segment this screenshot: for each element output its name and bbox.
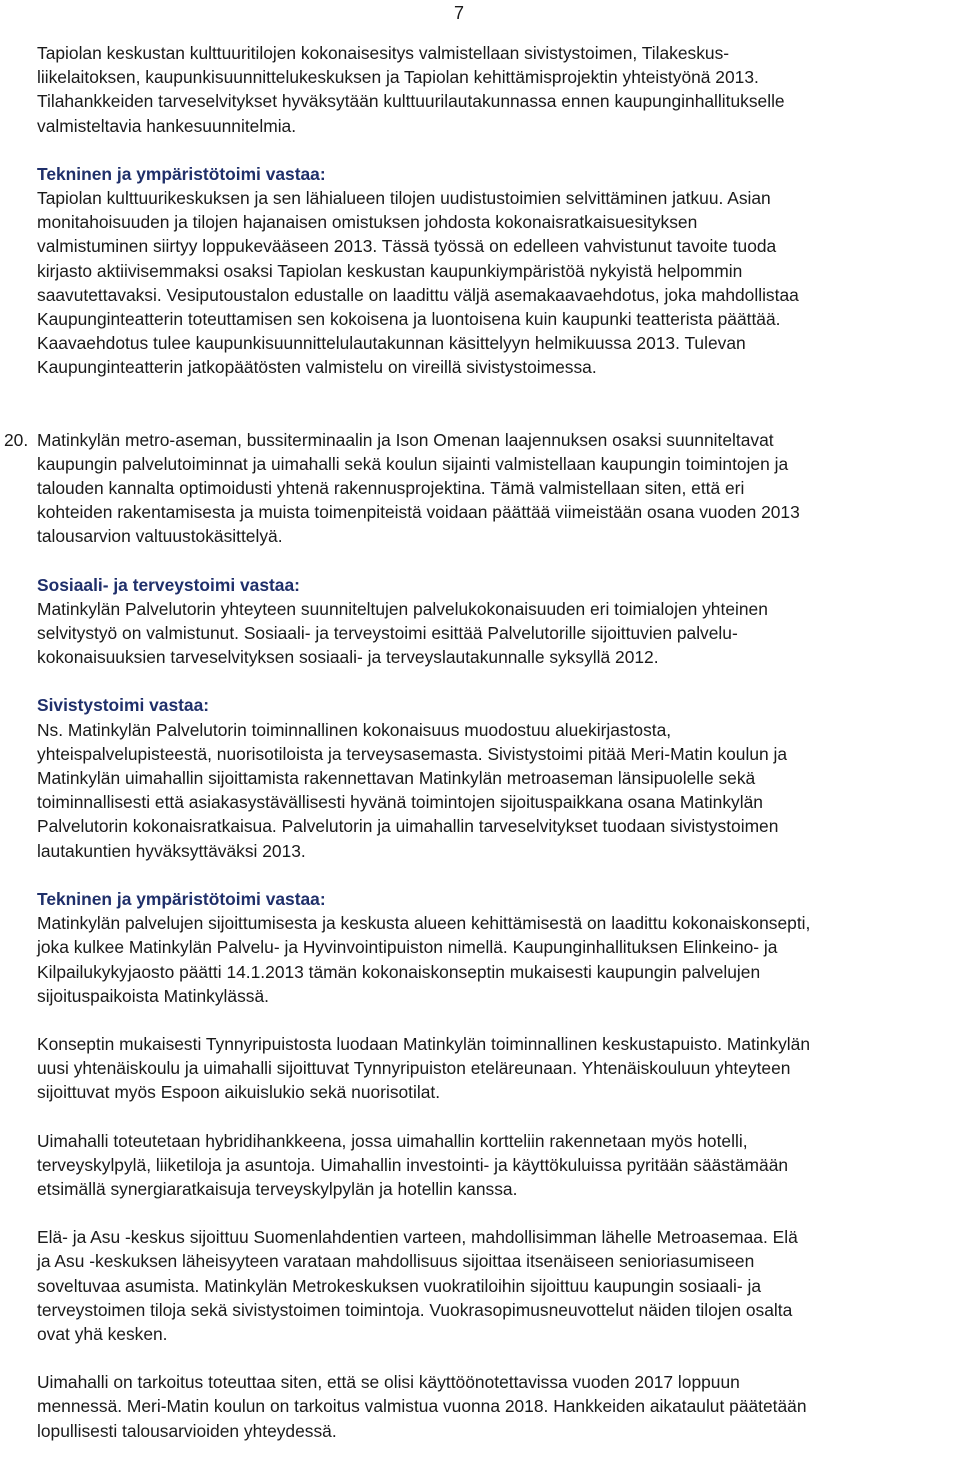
text-line: terveyskylpylä, liiketiloja ja asuntoja. Uimahallin investointi- ja käyttökuluissa pyritään säästämään xyxy=(37,1154,789,1175)
text-line: sijoituspaikoista Matinkylässä. xyxy=(37,985,269,1006)
text-line: soveltuvaa asumista. Matinkylän Metrokeskuksen vuokratiloihin sijoittuu kaupungin sosiaali- ja xyxy=(37,1275,762,1296)
paragraph-spacer xyxy=(37,669,957,693)
text-line: kaupungin palvelutoiminnat ja uimahalli sekä koulun sijainti valmistellaan kaupungin toimintojen ja xyxy=(37,453,789,474)
text-line: valmistuminen siirtyy loppukevääseen 2013. Tässä työssä on edelleen vahvistunut tavoite tuoda xyxy=(37,236,777,257)
text-line: selvitystyö on valmistunut. Sosiaali- ja terveystoimi esittää Palvelutorille sijoittuvien palvelu- xyxy=(37,623,738,644)
text-line: yhteispalvelupisteestä, nuorisotiloista ja terveysasemasta. Sivistystoimi pitää Meri-Matin koulun ja xyxy=(37,743,788,764)
paragraph-spacer xyxy=(37,1008,957,1032)
text-line: liikelaitoksen, kaupunkisuunnittelukeskuksen ja Tapiolan kehittämisprojektin yhteistyönä 2013. xyxy=(37,67,759,88)
text-line: Ns. Matinkylän Palvelutorin toiminnallinen kokonaisuus muodostuu aluekirjastosta, xyxy=(37,719,672,740)
section-heading: Sivistystoimi vastaa: xyxy=(37,695,210,716)
concept-paragraph xyxy=(37,1032,957,1105)
education-section xyxy=(37,693,957,862)
paragraph-spacer xyxy=(37,1201,957,1225)
text-line: lopullisesti talousarvioiden yhteydessä. xyxy=(37,1420,337,1441)
text-line: kohteiden rakentamisesta ja muista toimenpiteistä voidaan päättää viimeistään osana vuoden 2013 xyxy=(37,502,800,523)
text-line: Matinkylän Palvelutorin yhteyteen suunniteltujen palvelukokonaisuuden eri toimialojen yhteinen xyxy=(37,598,768,619)
document-body xyxy=(4,41,957,1443)
text-line: Kaupunginteatterin jatkopäätösten valmistelu on vireillä sivistystoimessa. xyxy=(37,357,597,378)
text-line: kirjasto aktiivisemmaksi osaksi Tapiolan keskustan kaupunkiympäristöä nykyistä helpommin xyxy=(37,260,743,281)
text-line: kokonaisuuksien tarveselvityksen sosiaali- ja terveyslautakunnalle syksyllä 2012. xyxy=(37,647,659,668)
text-line: Kilpailukykyjaosto päätti 14.1.2013 tämän kokonaiskonseptin mukaisesti kaupungin palvelujen xyxy=(37,961,761,982)
section-heading: Sosiaali- ja terveystoimi vastaa: xyxy=(37,574,300,595)
text-line: Uimahalli on tarkoitus toteuttaa siten, että se olisi käyttöönotettavissa vuoden 2017 loppuun xyxy=(37,1372,740,1393)
text-line: Tapiolan keskustan kulttuuritilojen kokonaisesitys valmistellaan sivistystoimen, Tilakeskus- xyxy=(37,43,730,63)
text-line: Elä- ja Asu -keskus sijoittuu Suomenlahdentien varteen, mahdollisimman lähelle Metroasemaa. Elä xyxy=(37,1227,798,1248)
text-line: etsimällä synergiaratkaisuja terveyskylpylän ja hotellin kanssa. xyxy=(37,1178,518,1199)
text-line: sijoittuvat myös Espoon aikuislukio sekä nuorisotilat. xyxy=(37,1082,441,1103)
intro-paragraph xyxy=(37,41,957,138)
text-line: ja Asu -keskuksen läheisyyteen varataan mahdollisuus sijoittaa itsenäiseen senioriasumiseen xyxy=(37,1251,755,1272)
paragraph-spacer xyxy=(37,863,957,887)
numbered-item-20 xyxy=(4,428,957,549)
section-heading: Tekninen ja ympäristötoimi vastaa: xyxy=(37,163,326,184)
text-line: joka kulkee Matinkylän Palvelu- ja Hyvinvointipuiston nimellä. Kaupunginhallituksen Elinkeino- ja xyxy=(37,937,778,958)
text-line: ovat yhä kesken. xyxy=(37,1323,168,1344)
text-line: monitahoisuuden ja tilojen hajanaisen omistuksen johdosta kokonaisratkaisuesityksen xyxy=(37,212,698,233)
text-line: valmisteltavia hankesuunnitelmia. xyxy=(37,115,297,136)
text-line: Tapiolan kulttuurikeskuksen ja sen lähialueen tilojen uudistustoimien selvittäminen jatkuu. Asian xyxy=(37,188,771,209)
text-line: saavutettavaksi. Vesiputoustalon edustalle on laadittu väljä asemakaavaehdotus, joka mahdollistaa xyxy=(37,284,799,305)
section-heading: Tekninen ja ympäristötoimi vastaa: xyxy=(37,888,326,909)
text-line: lautakuntien hyväksyttäväksi 2013. xyxy=(37,840,306,861)
text-line: Uimahalli toteutetaan hybridihankkeena, jossa uimahallin kortteliin rakennetaan myös hotelli, xyxy=(37,1130,748,1151)
paragraph-spacer xyxy=(37,1346,957,1370)
text-line: terveystoimen tiloja sekä sivistystoimen toimintoja. Vuokrasopimusneuvottelut näiden tilojen osalta xyxy=(37,1299,793,1320)
paragraph-spacer xyxy=(37,549,957,573)
page-number: 7 xyxy=(454,3,465,23)
senior-paragraph xyxy=(37,1225,957,1346)
technical-section-1 xyxy=(37,162,957,380)
social-section xyxy=(37,573,957,670)
text-line: mennessä. Meri-Matin koulun on tarkoitus valmistua vuonna 2018. Hankkeiden aikataulut päätetään xyxy=(37,1396,807,1417)
paragraph-spacer xyxy=(37,380,957,428)
text-line: Palvelutorin kokonaisratkaisua. Palvelutorin ja uimahallin tarveselvitykset tuodaan sivistystoimen xyxy=(37,816,779,837)
paragraph-spacer xyxy=(37,1105,957,1129)
text-line: talousarvion valtuustokäsittelyä. xyxy=(37,526,283,547)
text-line: Konseptin mukaisesti Tynnyripuistosta luodaan Matinkylän toiminnallinen keskustapuisto. Matinkylän xyxy=(37,1033,811,1054)
paragraph-spacer xyxy=(37,138,957,162)
schedule-paragraph xyxy=(37,1370,957,1443)
text-line: Matinkylän uimahallin sijoittamista rakennettavan Matinkylän metroaseman länsipuolelle sekä xyxy=(37,768,756,789)
text-line: toiminnallisesti että asiakasystävällisesti hyvänä toimintojen sijoituspaikkana osana Matinkylän xyxy=(37,792,763,813)
text-line: Kaupunginteatterin toteuttamisen sen kokoisena ja luontoisena kuin kaupunki teatterista päättää. xyxy=(37,309,781,330)
text-line: Kaavaehdotus tulee kaupunkisuunnittelulautakunnan käsittelyyn helmikuussa 2013. Tulevan xyxy=(37,333,746,354)
item-number: 20. xyxy=(4,429,29,450)
text-line: uusi yhtenäiskoulu ja uimahalli sijoittuvat Tynnyripuiston eteläreunaan. Yhtenäiskouluun yhteyteen xyxy=(37,1058,791,1079)
technical-section-2 xyxy=(37,887,957,1008)
text-line: talouden kannalta optimoidusti yhtenä rakennusprojektina. Tämä valmistellaan siten, että eri xyxy=(37,478,745,499)
text-line: Matinkylän palvelujen sijoittumisesta ja keskusta alueen kehittämisestä on laadittu kokonaiskonsepti, xyxy=(37,913,811,934)
text-line: Tilahankkeiden tarveselvitykset hyväksytään kulttuurilautakunnassa ennen kaupunginhallitukselle xyxy=(37,91,785,112)
text-line: Matinkylän metro-aseman, bussiterminaalin ja Ison Omenan laajennuksen osaksi suunniteltavat xyxy=(37,429,774,450)
pool-paragraph xyxy=(37,1129,957,1202)
